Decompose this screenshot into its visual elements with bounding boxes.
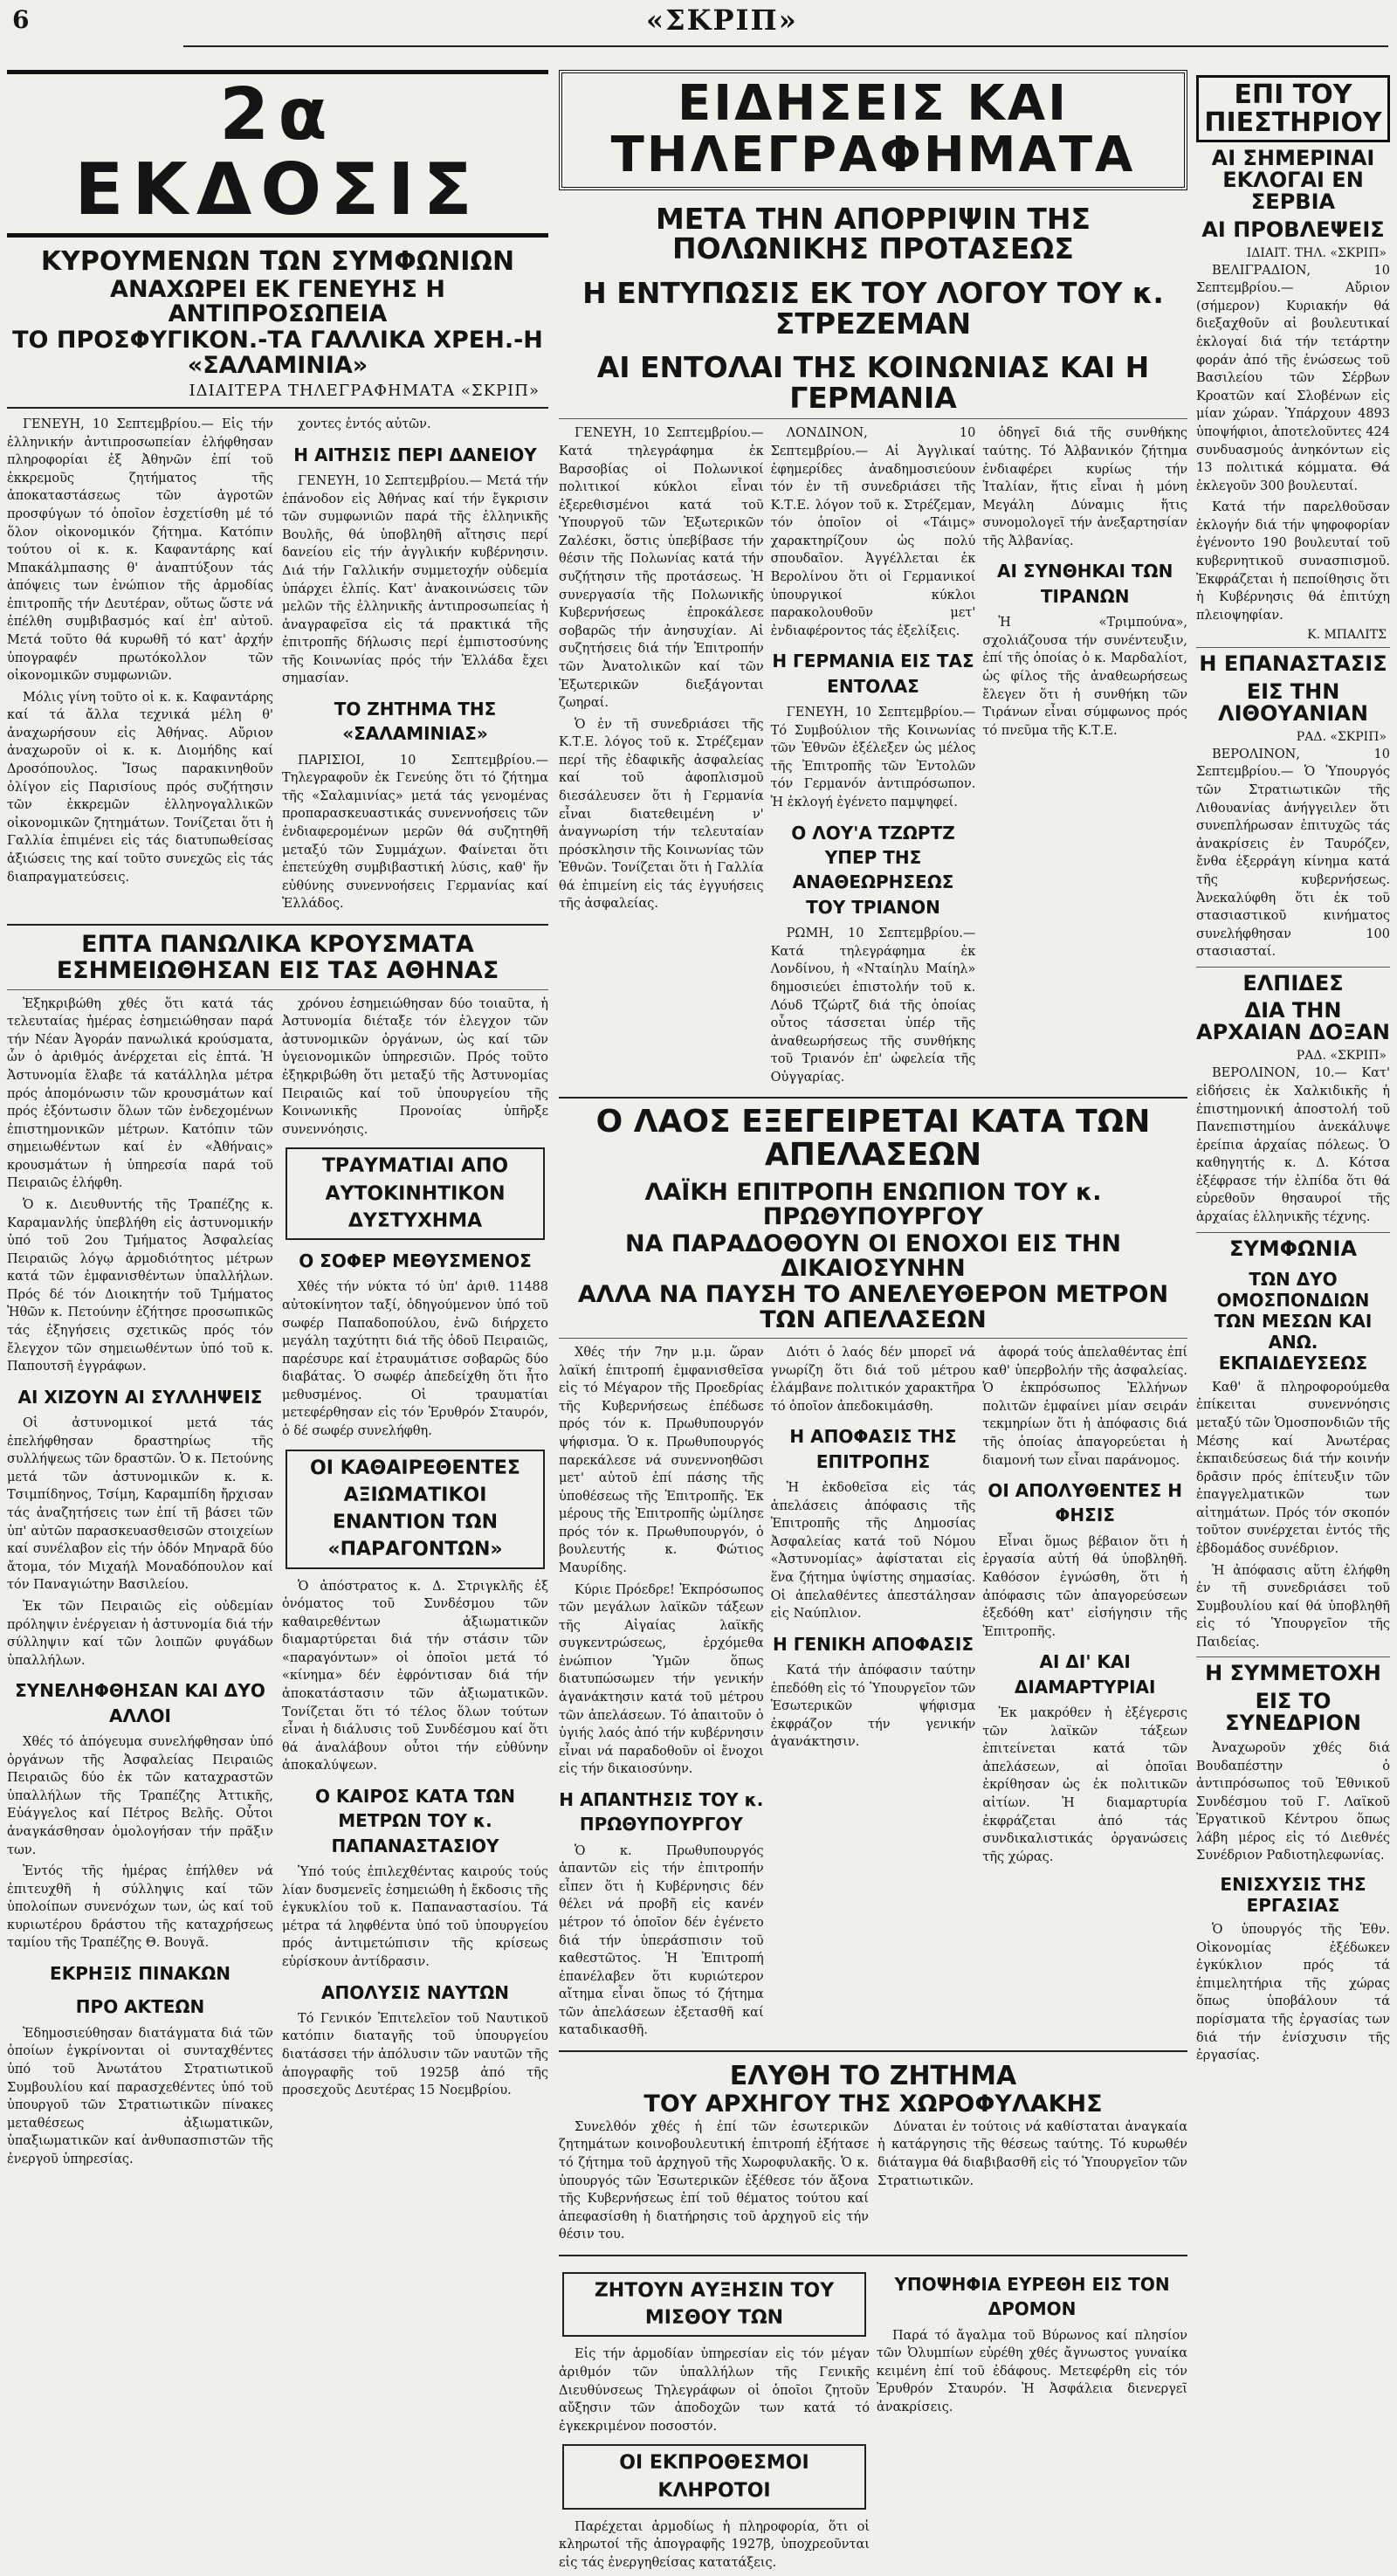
headline-serbia-elections: ΑΙ ΣΗΜΕΡΙΝΑΙ ΕΚΛΟΓΑΙ ΕΝ ΣΕΡΒΙΑ xyxy=(1211,146,1375,215)
paragraph: Ἐκ τῶν Πειραιῶς εἰς οὐδεμίαν πρόληψιν ἐνέργειαν ἡ ἀστυνομία διά τήν σύλληψιν καί τῶν λοιπῶν φυγάδων ὑπαλλήλων. xyxy=(7,1599,273,1668)
paragraph: ΒΕΡΟΛΙΝΟΝ, 10.— Κατ' εἰδήσεις ἐκ Χαλκιδικῆς ἡ ἐπιστημονική ἀποστολή τοῦ Πανεπιστημίου ἀνεκάλυψε ἐρείπια ἀρχαίας πόλεως. Ὁ καθηγητής κ. Δ. Κότσα ἐξέφρασε τήν ἐλπίδα ὅτι θά εὑρεθοῦν θησαυροί τῆς ἀρχαίας ἑλληνικῆς τέχνης. xyxy=(1196,1066,1390,1224)
subhead-drunk-driver: Ο ΣΟΦΕΡ ΜΕΘΥΣΜΕΝΟΣ xyxy=(299,1250,532,1271)
byline-right: ΙΔΙΑΙΤ. ΤΗΛ. «ΣΚΡΙΠ» xyxy=(1246,245,1387,260)
article-column xyxy=(559,424,764,1090)
article-column xyxy=(282,416,548,917)
paragraph: ΛΟΝΔΙΝΟΝ, 10 Σεπτεμβρίου.— Αἱ Ἀγγλικαί ἐφημερίδες ἀναδημοσιεύουν τόν ἐν τῆ συνεδριάσει τῆς Κ.Τ.Ε. λόγον τοῦ κ. Στρέζεμαν, τόν ὁποῖον οἱ «Τάιμς» χαρακτηρίζουν ὡς πολύ σπουδαῖον. Ἀγγέλλεται ἐκ Βερολίνου ὅτι οἱ Γερμανικοί ὑπουργικοί κύκλοι παρακολουθοῦν μετ' ἐνδιαφέροντος τάς ἐξελίξεις. xyxy=(770,426,976,638)
paragraph: Χθές τήν νύκτα τό ὑπ' ἀριθ. 11488 αὐτοκίνητον ταξί, ὁδηγούμενον ὑπό τοῦ σωφέρ Παπαδοπούλου, ἐνῶ διήρχετο μεγάλη ταχύτητι διά τῆς ὁδοῦ Πειραιῶς, παρέσυρε καί ἐτραυμάτισε σοβαρῶς δύο διαβάτας. Ὁ σωφέρ ἀπεδείχθη ὅτι ἦτο μεθυσμένος. Οἱ τραυματίαι μετεφέρθησαν εἰς τόν Ἐρυθρόν Σταυρόν, ὁ δέ σωφέρ συνελήφθη. xyxy=(282,1280,548,1438)
article-column xyxy=(877,2263,1187,2576)
paragraph: Ὁ κ. Πρωθυπουργός ἀπαντῶν εἰς τήν ἐπιτροπήν εἶπεν ὅτι ἡ Κυβέρνησις δέν θέλει νά προβῆ εἰς κανέν μέτρον τό ὁποῖον δέν ἐγένετο διά τήν ὑπεράσπισιν τοῦ καθεστῶτος. Ἡ Ἐπιτροπή ἐπανέλαβεν ὅτι κυριώτερον αἴτημα εἶναι ὅπως τό ζήτημα τῶν ἀπελάσεων ἐξετασθῆ καί καταδικασθῆ. xyxy=(559,1843,764,2038)
paragraph: Παρά τό ἄγαλμα τοῦ Βύρωνος καί πλησίον τῶν Ὀλυμπίων εὑρέθη χθές ἄγνωστος γυναίκα κειμένη ἐπί τοῦ ἐδάφους. Μετεφέρθη εἰς τόν Ἐρυθρόν Σταυρόν. Ἡ Ἀσφάλεια διενεργεῖ ἀνακρίσεις. xyxy=(877,2328,1187,2415)
article-gendarmerie xyxy=(559,2118,1187,2248)
subhead-pm-answer: Η ΑΠΑΝΤΗΣΙΣ ΤΟΥ κ. ΠΡΩΘΥΠΟΥΡΓΟΥ xyxy=(559,1788,764,1836)
headline-lithuania: ΕΙΣ ΤΗΝ ΛΙΘΟΥΑΝΙΑΝ xyxy=(1218,678,1368,726)
subhead-work: ΕΝΙΣΧΥΣΙΣ ΤΗΣ ΕΡΓΑΣΙΑΣ xyxy=(1220,1874,1366,1917)
subhead-federations: ΤΩΝ ΔΥΟ ΟΜΟΣΠΟΝΔΙΩΝ ΤΩΝ ΜΕΣΩΝ ΚΑΙ ΑΝΩ. ΕΚΠΑΙΔΕΥΣΕΩΣ xyxy=(1214,1268,1373,1374)
article-column xyxy=(771,424,976,1090)
headline-refugees: ΤΟ ΠΡΟΣΦΥΓΙΚΟΝ.-ΤΑ ΓΑΛΛΙΚΑ ΧΡΕΗ.-Η «ΣΑΛΑΜΙΝΙΑ» xyxy=(12,327,543,379)
subhead-salary: ΖΗΤΟΥΝ ΑΥΞΗΣΙΝ ΤΟΥ ΜΙΣΘΟΥ ΤΩΝ xyxy=(562,2272,866,2337)
paragraph: Ἡ ἀπόφασις αὕτη ἐλήφθη ἐν τῆ συνεδριάσει τοῦ Συμβουλίου καί θά ὑποβληθῆ εἰς τό Ὑπουργεῖον τῆς Παιδείας. xyxy=(1196,1563,1390,1650)
subhead-tirana: ΑΙ ΣΥΝΘΗΚΑΙ ΤΩΝ ΤΙΡΑΝΩΝ xyxy=(997,561,1173,607)
paragraph: Κατά τήν ἀπόφασιν ταύτην ἐπεδόθη εἰς τό Ὑπουργεῖον τῶν Ἐσωτερικῶν ψήφισμα ἐκφράζον τήν γενικήν ἀγανάκτησιν. xyxy=(770,1663,976,1750)
paragraph: Ὁ ὑπουργός τῆς Ἐθν. Οἰκονομίας ἐξέδωκεν ἐγκύκλιον πρός τά ἐπιμελητήρια τῆς χώρας ὅπως ὑποβάλουν τά πορίσματα τῆς ἐργασίας των διά τήν ἐνίσχυσιν τῆς ἐργασίας. xyxy=(1196,1923,1390,2063)
headline-justice: ΝΑ ΠΑΡΑΔΟΘΟΥΝ ΟΙ ΕΝΟΧΟΙ ΕΙΣ ΤΗΝ ΔΙΚΑΙΟΣΥΝΗΝ xyxy=(625,1229,1121,1283)
divider xyxy=(559,1338,1187,1339)
article-column xyxy=(559,2118,869,2248)
paragraph: ΓΕΝΕΥΗ, 10 Σεπτεμβρίου.— Κατά τηλεγράφημα ἐκ Βαρσοβίας οἱ Πολωνικοί πολιτικοί κύκλοι εἶναι ἐξερεθισμένοι κατά τοῦ Ὑπουργοῦ τῶν Ἐξωτερικῶν Ζαλέσκι, ὅστις ὑπεβίβασε τήν θέσιν τῆς Πολωνίας κατά τήν συζήτησιν τῆς προτάσεως. Ἡ συνεργασία τῆς Πολωνικῆς Κυβερνήσεως ἐπροκάλεσε σοβαρῶς τήν ἀνησυχίαν. Αἱ συζητήσεις διά τήν Ἐπιτροπήν τῶν Ἀνατολικῶν καί τῶν Ἐξωτερικῶν διεξάγονται ζωηραί. xyxy=(559,426,764,711)
divider xyxy=(7,924,548,926)
subhead-general-decision: Η ΓΕΝΙΚΗ ΑΠΟΦΑΣΙΣ xyxy=(773,1633,974,1655)
paragraph: Χθές τήν 7ην μ.μ. ὥραν λαϊκή ἐπιτροπή ἐμφανισθεῖσα εἰς τό Μέγαρον τῆς Προεδρίας τῆς Κυβερνήσεως ἐπέδωσε πρός τόν κ. Πρωθυπουργόν ψήφισμα. Ὁ κ. Πρωθυπουργός παρεκάλεσε νά συνεννοηθῶσι μετ' αὐτοῦ ἐπί πάσης τῆς ὑποθέσεως τῆς Ἐπιτροπῆς. Ἐκ μέρους τῆς Ἐπιτροπῆς ὡμίλησε πρός τόν κ. Πρωθυπουργόν, ὁ βουλευτής κ. Φώτιος Μαυρίδης. xyxy=(559,1346,764,1575)
paragraph: ΠΑΡΙΣΙΟΙ, 10 Σεπτεμβρίου.— Τηλεγραφοῦν ἐκ Γενεύης ὅτι τό ζήτημα τῆς «Σαλαμινίας» μετά τάς γενομένας προπαρασκευαστικάς συνεννοήσεις τῶν ἐνδιαφερομένων μερῶν θά συζητηθῆ μεταξύ τῶν Συμμάχων. Φαίνεται ὅτι ἐπετεύχθη συμβιβαστική λύσις, καθ' ἥν εὐθύνης συνεννοήσεις Γερμανίας καί Ἑλλάδος. xyxy=(282,753,548,912)
paragraph: Οἱ ἀστυνομικοί μετά τάς ἐπελήφθησαν δραστηρίως τῆς συλλήψεως τῶν δραστῶν. Ὁ κ. Πετούνης μετά τῶν ἀστυνομικῶν κ. κ. Τσιμπίδηνος, Τσίμη, Καραμπίδη ἤρχισαν τάς ἀναζητήσεις των ἐπί τῆ βάσει τῶν ὑπ' αὐτῶν παρασκευασθεισῶν στοιχείων καί συνέλαβον εἰς τήν ὁδόν Μηναρᾶ δύο ἄτομα, τόν Μιχαήλ Μοναδόπουλον καί τόν Παναγιώτην Βασιλείου. xyxy=(7,1416,273,1593)
article-column xyxy=(7,416,273,917)
paragraph: Ὁ κ. Διευθυντής τῆς Τραπέζης κ. Καραμανλής ὑπεβλήθη εἰς ἀστυνομικήν ὑπό τοῦ 2ου Τμήματος Ἀσφαλείας Πειραιῶς λόγῳ ἁρμοδιότητος μέτρων κατά τῶν ἐμφανισθέντων ὑπαλλήλων. Πρός δέ τόν Διοικητήν τοῦ Τμήματος Ἠθῶν κ. Πετούνην ἐζήτησε προσωπικῶς τάς ἐξηγήσεις σχετικῶς πρός τόν ἔλεγχον τῶν σημειωθέντων ὑπό τοῦ κ. Παπουτσῆ ἐγγράφων. xyxy=(7,1198,273,1374)
paragraph: Ὁ ἀπόστρατος κ. Δ. Στριγκλῆς ἐξ ὀνόματος τοῦ Συνδέσμου τῶν καθαιρεθέντων ἀξιωματικῶν διαμαρτύρεται διά τήν στάσιν τῶν «παραγόντων» οἱ ὁποῖοι μετά τό «κίνημα» δέν ἐφρόντισαν διά τήν ἀποκατάστασιν τῶν ἀξιωματικῶν. Τονίζεται ὅτι τό τέλος ὅλων τούτων εἶναι ἡ διάλυσις τοῦ Συνδέσμου καί ὅτι θά ἀναλάβουν οὗτοι τήν εὐθύνην ἀποκαλύψεων. xyxy=(282,1579,548,1774)
header-rule xyxy=(183,45,1388,47)
paragraph: Ἀναχωροῦν χθές διά Βουδαπέστην ὁ ἀντιπρόσωπος τοῦ Ἐθνικοῦ Συνδέσμου τοῦ Γ. Λαϊκοῦ Ἐργατικοῦ Κέντρου ὅπως λάβη μέρος εἰς τό Διεθνές Συνέδριον Ραδιοτηλεφωνίας. xyxy=(1196,1741,1390,1863)
article-column xyxy=(771,1344,976,2043)
divider xyxy=(7,407,548,409)
article-geneva xyxy=(7,416,548,917)
edition-banner: 2α ΕΚΔΟΣΙΣ xyxy=(7,70,548,238)
paragraph: ΡΩΜΗ, 10 Σεπτεμβρίου.— Κατά τηλεγράφημα ἐκ Λονδίνου, ἡ «Νταίηλυ Μαίηλ» δημοσιεύει ἐπιστολήν τοῦ κ. Λόυδ Τζώρτζ διά τῆς ὁποίας οὗτος τάσσεται ὑπέρ τῆς ἀναθεωρήσεως τῆς συνθήκης τοῦ Τριανόν ἐπ' ὠφελεία τῆς Οὐγγαρίας. xyxy=(770,926,976,1085)
divider xyxy=(559,2255,1187,2256)
divider xyxy=(7,989,548,990)
headline-polish: ΜΕΤΑ ΤΗΝ ΑΠΟΡΡΙΨΙΝ ΤΗΣ ΠΟΛΩΝΙΚΗΣ ΠΡΟΤΑΣΕΩΣ xyxy=(655,201,1091,266)
subhead-dismissed: ΟΙ ΑΠΟΛΥΘΕΝΤΕΣ Η ΦΗΣΙΣ xyxy=(988,1480,1182,1526)
headline-delegation: ΑΝΑΧΩΡΕΙ ΕΚ ΓΕΝΕΥΗΣ Η ΑΝΤΙΠΡΟΣΩΠΕΙΑ xyxy=(110,275,445,328)
subhead-loan: Η ΑΙΤΗΣΙΣ ΠΕΡΙ ΔΑΝΕΙΟΥ xyxy=(293,444,537,465)
center-section xyxy=(559,70,1188,2570)
headline-deportations: Ο ΛΑΟΣ ΕΞΕΓΕΙΡΕΤΑΙ ΚΑΤΑ ΤΩΝ ΑΠΕΛΑΣΕΩΝ xyxy=(595,1104,1151,1174)
paragraph: Ἐκ μακρόθεν ἡ ἐξέγερσις τῶν λαϊκῶν τάξεων ἐπιτείνεται κατά τῶν ἀπελάσεων, αἱ ὁποῖαι ἐκρίθησαν ὡς ἐκ πολιτικῶν αἰτίων. Ἡ διαμαρτυρία ἐκφράζεται ἀπό τάς συνδικαλιστικάς ὀργανώσεις τῆς χώρας. xyxy=(982,1706,1188,1864)
paragraph: ἀφορά τούς ἀπελαθέντας ἐπί καθ' ὑπερβολήν τῆς ἀσφαλείας. Ὁ ἐκπρόσωπος Ἑλλήνων πολιτῶν ἐμφαίνει μίαν σειράν τεκμηρίων ὅτι ἡ ἀπόφασις διά τῆς ὁποίας ἀπαγορεύεται ἡ διαμονή των εἶναι παράνομος. xyxy=(982,1346,1188,1468)
paragraph: χοντες ἐντός αὐτῶν. xyxy=(298,417,431,432)
headline-plague: ΕΠΤΑ ΠΑΝΩΛΙΚΑ ΚΡΟΥΣΜΑΤΑ xyxy=(81,930,474,958)
paragraph: Διότι ὁ λαός δέν μπορεῖ νά γνωρίζη ὅτι διά τοῦ μέτρου ἐλάμβανε πολιτικόν χαρακτῆρα τό ὁποῖον ἀπεδοκιμάσθη. xyxy=(770,1346,976,1414)
article-plague xyxy=(7,995,548,2173)
subhead-arrests: ΑΙ ΧΙΖΟΥΝ ΑΙ ΣΥΛΛΗΨΕΙΣ xyxy=(17,1386,263,1408)
article-deportations xyxy=(559,1344,1187,2043)
paragraph: ΓΕΝΕΥΗ, 10 Σεπτεμβρίου.— Μετά τήν ἐπάνοδον εἰς Ἀθήνας καί τήν ἔγκρισιν τῶν συμφωνιῶν παρά τῆς ἑλληνικῆς Βουλῆς, θά ὑποβληθῆ αἴτησις περί δανείου εἰς τήν ἀγγλικήν κυβέρνησιν. Διά τήν Γαλλικήν συμμετοχήν οὐδεμία ὑπάρχει ἐλπίς. Κατ' ἀνακοινώσεις τῶν μελῶν τῆς ἑλληνικῆς ἀντιπροσωπείας ἡ ἀναγραφεῖσα εἰς τά πρακτικά τῆς ἐπιτροπῆς δήλωσις περί ἐμπιστοσύνης τῆς Κοινωνίας πρός τήν Ἑλλάδα ἔχει σημασίαν. xyxy=(282,474,548,686)
news-banner: ΕΙΔΗΣΕΙΣ ΚΑΙ ΤΗΛΕΓΡΑΦΗΜΑΤΑ xyxy=(559,70,1187,190)
article-stresemann xyxy=(559,424,1187,1090)
subhead-two-arrested: ΣΥΝΕΛΗΦΘΗΣΑΝ ΚΑΙ ΔΥΟ ΑΛΛΟΙ xyxy=(15,1680,265,1726)
subhead-conscripts: ΟΙ ΕΚΠΡΟΘΕΣΜΟΙ ΚΛΗΡΟΤΟΙ xyxy=(562,2444,866,2509)
article-column xyxy=(877,2118,1187,2248)
paragraph: Ἐδημοσιεύθησαν διατάγματα διά τῶν ὁποίων ἐγκρίνονται οἱ συνταχθέντες ὑπό τοῦ Ἀνωτάτου Στρατιωτικοῦ Συμβουλίου καί παρασχεθέντες ὑπό τοῦ ὑπουργοῦ τῶν Στρατιωτικῶν πίνακες μεταθέσεως ἀξιωματικῶν, ὑπαξιωματικῶν καί ἀνθυπασπιστῶν τῆς ἐνεργοῦ ὑπηρεσίας. xyxy=(7,2026,273,2166)
headline-stresemann: Η ΕΝΤΥΠΩΣΙΣ ΕΚ ΤΟΥ ΛΟΓΟΥ ΤΟΥ κ. ΣΤΡΕΖΕΜΑΝ xyxy=(582,275,1164,341)
page-number: 6 xyxy=(12,5,30,34)
headline-plague-athens: ΕΣΗΜΕΙΩΘΗΣΑΝ ΕΙΣ ΤΑΣ ΑΘΗΝΑΣ xyxy=(56,957,499,985)
paragraph: ΓΕΝΕΥΗ, 10 Σεπτεμβρίου.— Τό Συμβούλιον τῆς Κοινωνίας τῶν Ἐθνῶν ἐξέλεξεν ὡς μέλος τῆς Ἐπιτροπῆς τῶν Ἐντολῶν τόν Γερμανόν ἀντιπρόσωπον. Ἡ ἐκλογή ἐγένετο παμψηφεί. xyxy=(770,706,976,810)
paragraph: Ἐξηκριβώθη χθές ὅτι κατά τάς τελευταίας ἡμέρας ἐσημειώθησαν παρά τήν Νέαν Ἀγοράν πανωλικά κρούσματα, ὧν ὁ ἀριθμός ἀνέρχεται εἰς ἑπτά. Ἡ Ἀστυνομία ἔλαβε τά κατάλληλα μέτρα πρός ἀπομόνωσιν τῶν κρουσμάτων καί πρός ἐξόντωσιν ὅλων τῶν ἐνδεχομένων ἐπιστημονικῶν μέτρων. Κατόπιν τῶν σημειωθέντων καί ἐν «Ἀθήναις» κρουσμάτων ἡ ὑπηρεσία παρά τοῦ Πειραιῶς ἐλήφθη. xyxy=(7,996,273,1191)
paragraph: Παρέχεται ἁρμοδίως ἡ πληροφορία, ὅτι οἱ κληρωτοί τῆς ἀπογραφῆς 1927β, ὑποχρεοῦνται εἰς τάς ἐνεργηθείσας κατατάξεις. xyxy=(559,2519,870,2570)
paragraph: Εἰς τήν ἁρμοδίαν ὑπηρεσίαν εἰς τόν μέγαν ἀριθμόν τῶν ὑπαλλήλων τῆς Γενικῆς Διευθύνσεως Τηλεγράφων οἱ ὁποῖοι ζητοῦν αὔξησιν τῶν ἀποδοχῶν των κατά τό ἐγκεκριμένον ποσοστόν. xyxy=(559,2347,870,2434)
divider xyxy=(559,1097,1187,1099)
divider xyxy=(1196,1656,1390,1657)
paragraph: Καθ' ἅ πληροφορούμεθα ἐπίκειται συνεννόησις μεταξύ τῶν Ὁμοσπονδιῶν τῆς Μέσης καί Ἀνωτέρας ἐκπαιδεύσεως διά τήν κοινήν δρᾶσιν πρός ἐπίτευξιν τῶν ἐπαγγελματικῶν των αἰτημάτων. Πρός τόν σκοπόν τοῦτον συνέρχεται ἐντός τῆς ἑβδομάδος συνέδριον. xyxy=(1196,1380,1390,1556)
headline-press: ΕΠΙ ΤΟΥ ΠΙΕΣΤΗΡΙΟΥ xyxy=(1196,75,1390,142)
byline-right: ΡΑΔ. «ΣΚΡΙΠ» xyxy=(1296,729,1387,744)
subhead-germany-mandates: Η ΓΕΡΜΑΝΙΑ ΕΙΣ ΤΑΣ ΕΝΤΟΛΑΣ xyxy=(772,651,974,697)
paragraph: ΒΕΡΟΛΙΝΟΝ, 10 Σεπτεμβρίου.— Ὁ Ὑπουργός τῶν Στρατιωτικῶν τῆς Λιθουανίας ἀνήγγειλεν ὅτι συνεπλήρωσαν ἐπιτυχῶς τάς ἀνακρίσεις ἐν Ταυρόζεν, ἔνθα ἐξερράγη κίνημα κατά τῆς κυβερνήσεως. Ἀνεκαλύφθη ὅτι ἐκ τοῦ στασιαστικοῦ κινήματος συνελήφθησαν 100 στασιασταί. xyxy=(1196,747,1390,960)
article-column xyxy=(982,1344,1187,2043)
subhead-officers: ΟΙ ΚΑΘΑΙΡΕΘΕΝΤΕΣ ΑΞΙΩΜΑΤΙΚΟΙ ΕΝΑΝΤΙΟΝ ΤΩΝ «ΠΑΡΑΓΟΝΤΩΝ» xyxy=(286,1450,545,1569)
headline-predictions: ΑΙ ΠΡΟΒΛΕΨΕΙΣ xyxy=(1201,217,1385,242)
paragraph: ΓΕΝΕΥΗ, 10 Σεπτεμβρίου.— Εἰς τήν ἑλληνικήν ἀντιπροσωπείαν ἐλήφθησαν πληροφορίαι ἐξ Ἀθηνῶν ἐπί τοῦ ἐκκρεμοῦς ζητήματος τῆς ἀποκαταστάσεως τῶν ἀγροτῶν προσφύγων τό ὁποῖον ἐσχετίσθη μέ τό ὅλον οἰκονομικόν ζήτημα. Κατόπιν τούτου οἱ κ. κ. Καφαντάρης καί Μπακάλμπασης θ' ἀναπτύξουν τάς ἀπόψεις των ἐνώπιον τῆς ἁρμοδίας ἐπιτροπῆς τήν Δευτέραν, οὕτως ὥστε νά ἐπέλθη συμβιβασμός καί ἐπ' αὐτοῦ. Μετά τοῦτο θά κυρωθῆ τό κατ' ἀρχήν ὑπογραφέν πρωτόκολλον τῶν οἰκονομικῶν συμφωνιῶν. xyxy=(7,417,273,684)
headline-revolution: Η ΕΠΑΝΑΣΤΑΣΙΣ xyxy=(1199,651,1387,677)
paragraph: Μόλις γίνη τοῦτο οἱ κ. κ. Καφαντάρης καί τά ἄλλα τεχνικά μέλη θ' ἀναχωρήσουν εἰς Ἀθήνας. Αὔριον ἀναχωροῦν οἱ κ. κ. Διομήδης καί Δροσόπουλος. Ἴσως παρακινηθοῦν ὀλίγον εἰς Παρισίους πρός συζήτησιν τῶν ἐκκρεμῶν ἑλληνογαλλικῶν οἰκονομικῶν ζητημάτων. Τονίζεται ὅτι ἡ Γαλλία ἐπιμένει εἰς τάς διατυπωθείσας ἀξιώσεις της καί τοῦτο συνεχῶς εἰς τάς διαπραγματεύσεις. xyxy=(7,690,273,885)
paragraph: χρόνου ἐσημειώθησαν δύο τοιαῦτα, ἡ Ἀστυνομία διέταξε τόν ἐλεγχον τῶν ἀστυνομικῶν ὀργάνων, ὡς καί τῶν ὑγειονομικῶν ὑπηρεσιῶν. Πρός τοῦτο ἐξηκριβώθη ὅτι μεταξύ τῆς Ἀστυνομίας Πειραιῶς καί τοῦ ὑπουργείου τῆς Κοινωνικῆς Προνοίας ὑπῆρξε συνεννόησις. xyxy=(282,996,548,1137)
subhead-committee-decision: Η ΑΠΟΦΑΣΙΣ ΤΗΣ ΕΠΙΤΡΟΠΗΣ xyxy=(789,1426,957,1472)
divider xyxy=(559,418,1187,419)
subhead-lists: ΕΚΡΗΞΙΣ ΠΙΝΑΚΩΝ xyxy=(50,1962,231,1984)
paragraph: Συνελθόν χθές ἡ ἐπί τῶν ἐσωτερικῶν ζητημάτων κοινοβουλευτική ἐπιτροπή ἐξήτασε τό ζήτημα τοῦ ἀρχηγοῦ τῆς Χωροφυλακῆς. Ὁ κ. ὑπουργός τῶν Ἐσωτερικῶν ἐξέθεσε τόν ἄξονα τῆς Κυβερνήσεως ἐπί τοῦ θέματος τούτου καί ἀπεφασίσθη ἡ διατήρησις τοῦ ἀρχηγοῦ εἰς τήν θέσιν του. xyxy=(559,2119,869,2242)
paragraph: Χθές τό ἀπόγευμα συνελήφθησαν ὑπό ὀργάνων τῆς Ἀσφαλείας Πειραιῶς Πειραιῶς δύο ἐκ τῶν καταχραστῶν ὑπαλλήλων τῆς Τραπέζης Ἀττικῆς, Εὐάγγελος καί Πέτρος Βελῆς. Οὗτοι ἀναγκάσθησαν ὁμολογήσαν τήν πρᾶξιν των. xyxy=(7,1735,273,1857)
divider xyxy=(1196,967,1390,968)
headline-hopes: ΕΛΠΙΔΕΣ xyxy=(1242,970,1344,995)
headline-stop-measure: ΑΛΛΑ ΝΑ ΠΑΥΣΗ ΤΟ ΑΝΕΛΕΥΘΕΡΟΝ ΜΕΤΡΟΝ ΤΩΝ ΑΠΕΛΑΣΕΩΝ xyxy=(577,1281,1169,1333)
byline-right: ΡΑΔ. «ΣΚΡΙΠ» xyxy=(1296,1049,1387,1064)
left-section xyxy=(7,70,548,2166)
headline-germany: ΑΙ ΕΝΤΟΛΑΙ ΤΗΣ ΚΟΙΝΩΝΙΑΣ ΚΑΙ Η ΓΕΡΜΑΝΙΑ xyxy=(596,350,1150,415)
byline: ΙΔΙΑΙΤΕΡΑ ΤΗΛΕΓΡΑΦΗΜΑΤΑ «ΣΚΡΙΠ» xyxy=(189,382,540,401)
paragraph: Τό Γενικόν Ἐπιτελεῖον τοῦ Ναυτικοῦ κατόπιν διαταγῆς τοῦ ὑπουργείου διατάσσει τήν ἀπόλυσιν τῶν ναυτῶν τῆς ἀπογραφῆς τοῦ 1925β ἀπό τῆς προσεχοῦς Δευτέρας 15 Νοεμβρίου. xyxy=(282,2011,548,2098)
paragraph: Ὁ ἐν τῆ συνεδριάσει τῆς Κ.Τ.Ε. λόγος τοῦ κ. Στρέζεμαν περί τῆς ἐδαφικῆς ἀσφαλείας καί τοῦ ἀφοπλισμοῦ διεσάλευσεν ὅτι ἡ Γερμανία εἶναι διατεθειμένη ν' ἀναγνωρίση τήν τελευταίαν πρόσκλησιν τῆς Κοινωνίας τῶν Ἐθνῶν. Τονίζεται ὅτι ἡ Γαλλία θά ἐπιμείνη εἰς τάς ἐγγυήσεις τῆς ἀσφαλείας. xyxy=(559,717,764,912)
headline-agreements: ΚΥΡΟΥΜΕΝΩΝ ΤΩΝ ΣΥΜΦΩΝΙΩΝ xyxy=(40,246,515,278)
page-header xyxy=(0,0,1397,63)
paragraph: Κατά τήν παρελθοῦσαν ἐκλογήν διά τήν ψηφοφορίαν ἐγένοντο 190 βουλευταί τοῦ κυβερνητικοῦ συνασπισμοῦ. Ἐκφράζεται ἡ πεποίθησις ὅτι ἡ Κυβέρνησις θά ἐπιτύχη πλειοψηφίαν. xyxy=(1196,500,1390,623)
headline-ancient-glory: ΔΙΑ ΤΗΝ ΑΡΧΑΙΑΝ ΔΟΞΑΝ xyxy=(1196,998,1390,1045)
subhead-injured: ΤΡΑΥΜΑΤΙΑΙ ΑΠΟ ΑΥΤΟΚΙΝΗΤΙΚΟΝ ΔΥΣΤΥΧΗΜΑ xyxy=(286,1147,545,1240)
subhead-found-woman: ΥΠΟΨΗΦΙΑ ΕΥΡΕΘΗ ΕΙΣ ΤΟΝ ΔΡΟΜΟΝ xyxy=(894,2273,1170,2320)
headline-gendarmerie: ΕΛΥΘΗ ΤΟ ΖΗΤΗΜΑ xyxy=(729,2061,1017,2092)
article-column xyxy=(559,1344,764,2043)
headline-gendarmerie-chief: ΤΟΥ ΑΡΧΗΓΟΥ ΤΗΣ ΧΩΡΟΦΥΛΑΚΗΣ xyxy=(643,2090,1103,2118)
paragraph: Δύναται ἐν τούτοις νά καθίσταται ἀναγκαία ἡ κατάργησις τῆς θέσεως ταύτης. Τό κυρωθέν διάταγμα θά διαβιβασθῆ εἰς τό Ὑπουργεῖον τῶν Στρατιωτικῶν. xyxy=(877,2119,1187,2188)
paragraph: Ὑπό τούς ἐπιλεχθέντας καιρούς τούς λίαν δυσμενεῖς ἐσημειώθη ἡ ἔκδοσις τῆς ἐγκυκλίου τοῦ κ. Παπαναστασίου. Τά μέτρα τά ληφθέντα ὑπό τοῦ ὑπουργείου πρός ἀντιμετώπισιν τῆς κρίσεως εὑρίσκουν ἀντίδρασιν. xyxy=(282,1865,548,1969)
subhead-lists-2: ΠΡΟ ΑΚΤΕΩΝ xyxy=(75,1996,205,2018)
paragraph: Ἐντός τῆς ἡμέρας ἐπήλθεν νά ἐπιτευχθῆ ἡ σύλληψις καί τῶν ὑπολοίπων συνενόχων των, ὡς καί τοῦ κυριωτέρου δράστου τῆς καταχρήσεως ταμίου τῆς Τραπέζης Θ. Βουγᾶ. xyxy=(7,1864,273,1951)
subhead-salaminia: ΤΟ ΖΗΤΗΜΑ ΤΗΣ «ΣΑΛΑΜΙΝΙΑΣ» xyxy=(334,698,497,745)
divider xyxy=(559,2050,1187,2052)
headline-congress: ΕΙΣ ΤΟ ΣΥΝΕΔΡΙΟΝ xyxy=(1225,1688,1361,1735)
article-column xyxy=(559,2263,870,2576)
article-federations xyxy=(1196,1379,1390,1652)
headline-agreement: ΣΥΜΦΩΝΙΑ xyxy=(1228,1236,1358,1261)
paragraph: Ἡ «Τριμπούνα», σχολιάζουσα τήν συνέντευξιν, ἐπί τῆς ὁποίας ὁ κ. Μαρδαλίοτ, ὡς φίλος τῆς ἀναθεωρήσεως ἔλεγεν ὅτι ἡ συνθήκη τῶν Τιράνων εἶναι σύμφωνος πρός τό πνεῦμα τῆς Κ.Τ.Ε. xyxy=(982,616,1188,738)
paragraph: Εἶναι ὅμως βέβαιον ὅτι ἡ ἐργασία αὐτή θά ὑποβληθῆ. Καθόσον ἐγνώσθη, ὅτι ἡ ἀπόφασις τῶν ἀπαγορεύσεων ἐξεδόθη κατ' εἰσήγησιν τῆς Ἐπιτροπῆς. xyxy=(982,1534,1188,1639)
divider xyxy=(1196,647,1390,648)
article-column xyxy=(282,995,548,2173)
headline-committee: ΛΑΪΚΗ ΕΠΙΤΡΟΠΗ ΕΝΩΠΙΟΝ ΤΟΥ κ. ΠΡΩΘΥΠΟΥΡΓΟΥ xyxy=(644,1178,1102,1231)
bottom-articles xyxy=(559,2263,1187,2576)
article-serbia xyxy=(1196,262,1390,625)
paragraph: ΒΕΛΙΓΡΑΔΙΟΝ, 10 Σεπτεμβρίου.— Αὔριον (σήμερον) Κυριακήν θά διεξαχθοῦν αἱ βουλευτικαί ἐκλογαί διά τήν τετάρτην φοράν ἀπό τῆς ἑνώσεως τοῦ Βασιλείου τῶν Σέρβων Κροατῶν καί Σλοβένων εἰς μίαν χώραν. Ὑπάρχουν 4893 ὑποψήφιοι, ἀποτελοῦντες 424 συνδυασμούς ἀνηκόντων εἰς 13 πολιτικά κόμματα. Θά ἐκλεγοῦν 300 βουλευταί. xyxy=(1196,263,1390,493)
subhead-weather: Ο ΚΑΙΡΟΣ ΚΑΤΑ ΤΩΝ ΜΕΤΡΩΝ ΤΟΥ κ. ΠΑΠΑΝΑΣΤΑΣΙΟΥ xyxy=(314,1785,516,1856)
divider xyxy=(1196,1232,1390,1233)
article-hopes xyxy=(1196,1064,1390,1226)
article-column xyxy=(7,995,273,2173)
article-work xyxy=(1196,1921,1390,2065)
article-congress xyxy=(1196,1739,1390,1865)
article-column xyxy=(982,424,1187,1090)
paragraph: Ἡ ἐκδοθεῖσα εἰς τάς ἀπελάσεις ἀπόφασις τῆς Ἐπιτροπῆς τῆς Δημοσίας Ἀσφαλείας κατά τοῦ Νόμου «Ἀστυνομίας» ἀφίσταται εἰς ἕνα ζήτημα ὑψίστης σημασίας. Οἱ ἀπελαθέντες ἀπεστάλησαν εἰς Ναύπλιον. xyxy=(770,1481,976,1622)
subhead-lloyd-george: Ο ΛΟΥ'Α ΤΖΩΡΤΖ ΥΠΕΡ ΤΗΣ ΑΝΑΘΕΩΡΗΣΕΩΣ ΤΟΥ ΤΡΙΑΝΟΝ xyxy=(791,822,955,918)
paragraph: ὁδηγεῖ διά τῆς συνθήκης ταύτης. Τό Ἀλβανικόν ζήτημα ἐνδιαφέρει κυρίως τήν Ἰταλίαν, ἥτις εἶναι ἡ μόνη Μεγάλη Δύναμις ἥτις συνομολογεῖ τήν ἀνεξαρτησίαν τῆς Ἀλβανίας. xyxy=(982,426,1188,548)
headline-participation: Η ΣΥΜΜΕΤΟΧΗ xyxy=(1205,1661,1381,1686)
subhead-sailors: ΑΠΟΛΥΣΙΣ ΝΑΥΤΩΝ xyxy=(321,1981,509,2003)
paragraph: Κύριε Πρόεδρε! Ἐκπρόσωπος τῶν μεγάλων λαϊκῶν τάξεων τῆς Αἰγαίας λαϊκῆς συγκεντρώσεως, ἐρχόμεθα ἐνώπιον Ὑμῶν ὅπως διατυπώσωμεν τήν γενικήν ἀγανάκτησιν κατά τοῦ μέτρου τῶν ἀπελάσεων. Τό ἀπαιτοῦν ὁ ὑγιής λαός ἀπό τήν κυβέρνησιν εἶναι νά παραδοθοῦν οἱ ἔνοχοι εἰς τήν δικαιοσύνην. xyxy=(559,1582,764,1777)
right-section xyxy=(1196,70,1390,2063)
article-lithuania xyxy=(1196,746,1390,961)
masthead: «ΣΚΡΙΠ» xyxy=(646,3,798,37)
signature: Κ. ΜΠΑΛΙΤΣ xyxy=(1307,628,1387,643)
subhead-protests: ΑΙ ΔΙ' ΚΑΙ ΔΙΑΜΑΡΤΥΡΙΑΙ xyxy=(1014,1651,1156,1698)
